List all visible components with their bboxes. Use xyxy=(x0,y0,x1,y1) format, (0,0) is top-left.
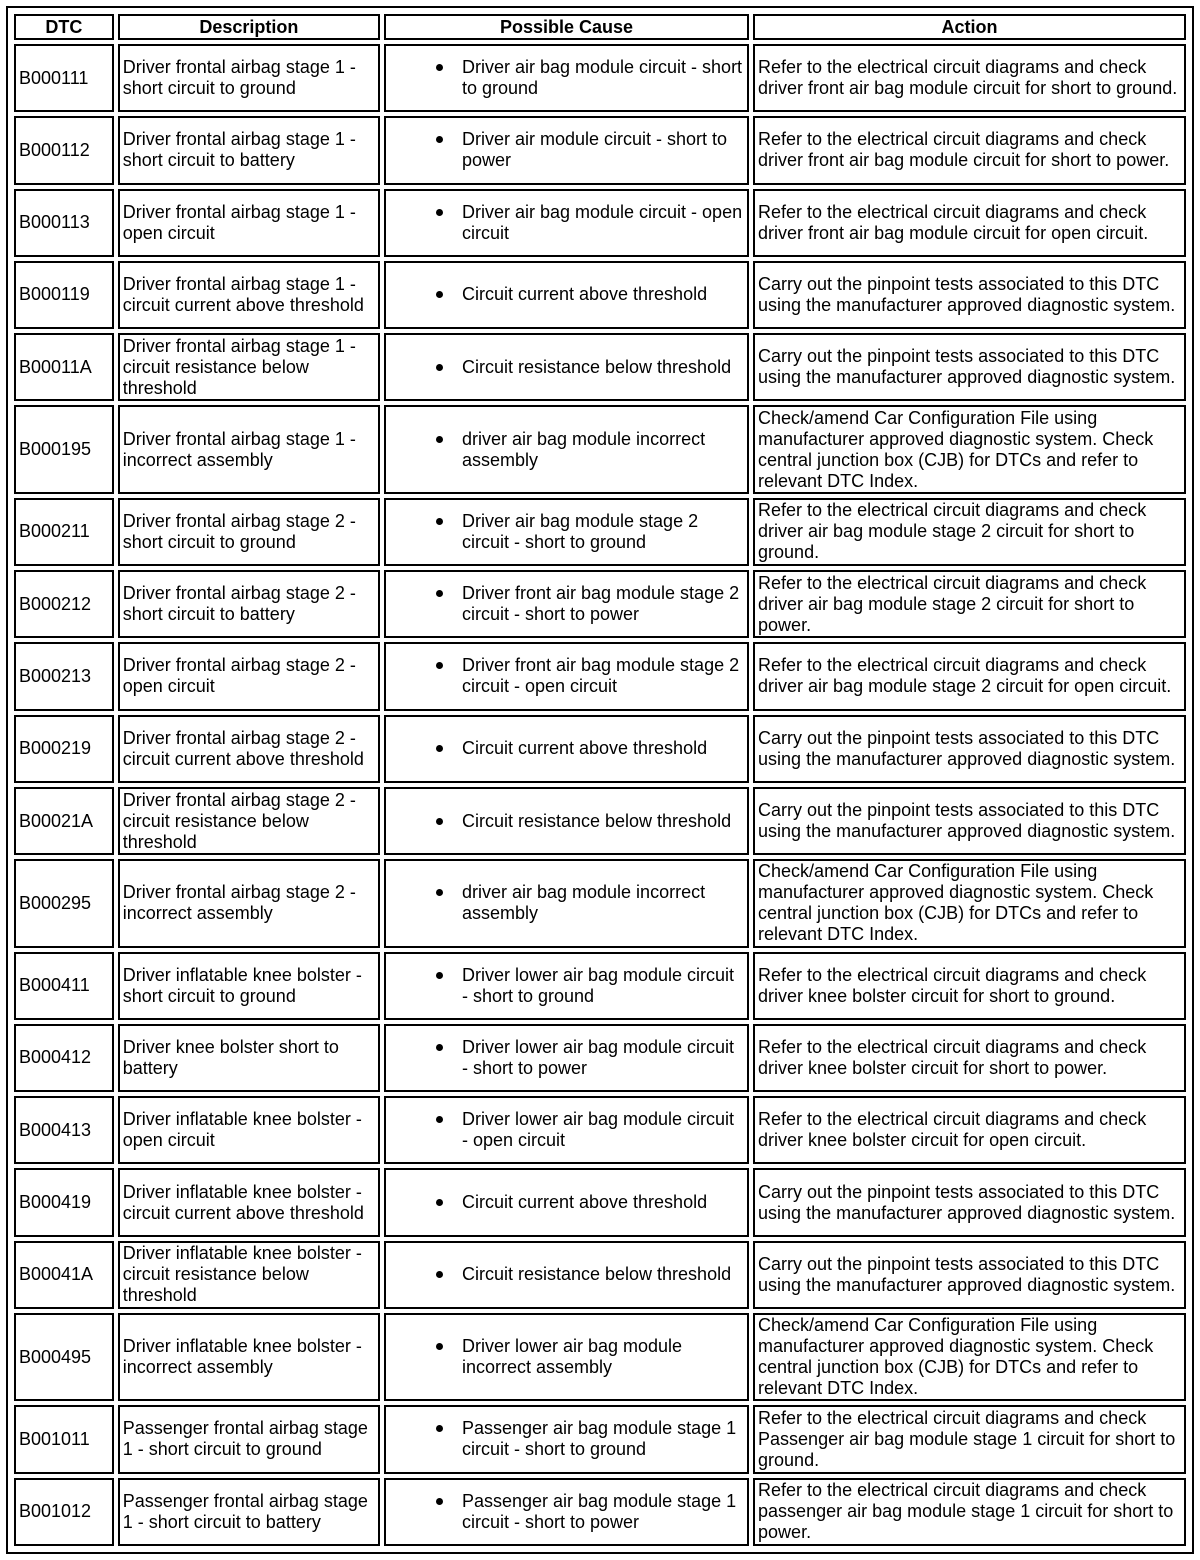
dtc-code: B000412 xyxy=(14,1024,114,1092)
cause-list xyxy=(389,57,744,99)
dtc-code: B000213 xyxy=(14,642,114,710)
dtc-description: Driver frontal airbag stage 2 - open circuit xyxy=(118,642,380,710)
cause-bullet-item: driver air bag module incorrect assembly xyxy=(462,429,744,471)
dtc-description: Driver inflatable knee bolster - short circuit to ground xyxy=(118,952,380,1020)
header-possible-cause: Possible Cause xyxy=(384,14,749,40)
table-row xyxy=(14,261,1186,329)
dtc-possible-cause xyxy=(384,498,749,566)
dtc-possible-cause xyxy=(384,787,749,855)
dtc-description: Driver frontal airbag stage 1 - open circuit xyxy=(118,189,380,257)
cause-list xyxy=(389,738,744,759)
dtc-action: Refer to the electrical circuit diagrams and check driver knee bolster circuit for short to power. xyxy=(753,1024,1186,1092)
table-row xyxy=(14,189,1186,257)
dtc-action: Carry out the pinpoint tests associated to this DTC using the manufacturer approved diagnostic system. xyxy=(753,1168,1186,1236)
table-row xyxy=(14,1405,1186,1473)
table-row xyxy=(14,1241,1186,1309)
dtc-possible-cause xyxy=(384,261,749,329)
cause-bullet-item: Driver lower air bag module incorrect assembly xyxy=(462,1336,744,1378)
dtc-description: Driver frontal airbag stage 2 - short circuit to battery xyxy=(118,570,380,638)
dtc-action: Carry out the pinpoint tests associated to this DTC using the manufacturer approved diagnostic system. xyxy=(753,715,1186,783)
dtc-description: Driver frontal airbag stage 1 - short circuit to ground xyxy=(118,44,380,112)
dtc-action: Refer to the electrical circuit diagrams and check Passenger air bag module stage 1 circuit for short to ground. xyxy=(753,1405,1186,1473)
dtc-action: Carry out the pinpoint tests associated to this DTC using the manufacturer approved diagnostic system. xyxy=(753,261,1186,329)
dtc-possible-cause xyxy=(384,333,749,401)
cause-bullet-item: Circuit current above threshold xyxy=(462,1192,744,1213)
dtc-action: Refer to the electrical circuit diagrams and check driver air bag module stage 2 circuit for short to ground. xyxy=(753,498,1186,566)
dtc-code: B000211 xyxy=(14,498,114,566)
dtc-possible-cause xyxy=(384,405,749,493)
cause-list xyxy=(389,811,744,832)
table-row xyxy=(14,405,1186,493)
dtc-possible-cause xyxy=(384,1405,749,1473)
dtc-action: Refer to the electrical circuit diagrams and check driver knee bolster circuit for short to ground. xyxy=(753,952,1186,1020)
dtc-code: B00041A xyxy=(14,1241,114,1309)
cause-list xyxy=(389,1418,744,1460)
table-row xyxy=(14,642,1186,710)
table-row xyxy=(14,1096,1186,1164)
cause-list xyxy=(389,1491,744,1533)
dtc-possible-cause xyxy=(384,1241,749,1309)
table-row xyxy=(14,570,1186,638)
table-body xyxy=(14,44,1186,1546)
header-description: Description xyxy=(118,14,380,40)
dtc-code: B000219 xyxy=(14,715,114,783)
dtc-action: Refer to the electrical circuit diagrams and check driver front air bag module circuit for short to power. xyxy=(753,116,1186,184)
table-row xyxy=(14,498,1186,566)
cause-bullet-item: Driver front air bag module stage 2 circuit - open circuit xyxy=(462,655,744,697)
dtc-code: B000212 xyxy=(14,570,114,638)
dtc-description: Driver inflatable knee bolster - circuit resistance below threshold xyxy=(118,1241,380,1309)
cause-list xyxy=(389,202,744,244)
dtc-possible-cause xyxy=(384,715,749,783)
cause-bullet-item: Driver air bag module circuit - short to ground xyxy=(461,57,743,99)
dtc-action: Refer to the electrical circuit diagrams and check driver air bag module stage 2 circuit for short to power. xyxy=(753,570,1186,638)
dtc-possible-cause xyxy=(384,116,749,184)
cause-list xyxy=(389,1192,744,1213)
dtc-action: Refer to the electrical circuit diagrams and check driver front air bag module circuit for open circuit. xyxy=(753,189,1186,257)
cause-bullet-item: driver air bag module incorrect assembly xyxy=(462,882,744,924)
cause-list xyxy=(389,1037,744,1079)
dtc-possible-cause xyxy=(384,1478,749,1546)
dtc-action: Carry out the pinpoint tests associated to this DTC using the manufacturer approved diagnostic system. xyxy=(753,333,1186,401)
dtc-code: B000419 xyxy=(14,1168,114,1236)
cause-bullet-item: Driver front air bag module stage 2 circuit - short to power xyxy=(462,583,744,625)
dtc-code: B000112 xyxy=(14,116,114,184)
table-row xyxy=(14,787,1186,855)
header-action: Action xyxy=(753,14,1186,40)
cause-bullet-item: Driver lower air bag module circuit - short to ground xyxy=(462,965,744,1007)
dtc-possible-cause xyxy=(384,1096,749,1164)
dtc-possible-cause xyxy=(384,859,749,947)
cause-list xyxy=(389,583,744,625)
table-row xyxy=(14,1168,1186,1236)
cause-list xyxy=(389,1109,744,1151)
dtc-description: Driver frontal airbag stage 2 - circuit resistance below threshold xyxy=(118,787,380,855)
dtc-possible-cause xyxy=(384,1313,749,1401)
dtc-action: Check/amend Car Configuration File using manufacturer approved diagnostic system. Check central junction box (CJB) for DTCs and refer to relevant DTC Index. xyxy=(753,859,1186,947)
table-row xyxy=(14,1478,1186,1546)
table-row xyxy=(14,715,1186,783)
table-row xyxy=(14,116,1186,184)
dtc-code: B000195 xyxy=(14,405,114,493)
table-row xyxy=(14,1313,1186,1401)
cause-bullet-item: Driver air bag module stage 2 circuit - short to ground xyxy=(462,511,744,553)
cause-bullet-item: Circuit resistance below threshold xyxy=(462,1264,744,1285)
cause-list xyxy=(389,511,744,553)
cause-list xyxy=(389,429,744,471)
dtc-action: Carry out the pinpoint tests associated to this DTC using the manufacturer approved diagnostic system. xyxy=(753,1241,1186,1309)
dtc-action: Check/amend Car Configuration File using manufacturer approved diagnostic system. Check central junction box (CJB) for DTCs and refer to relevant DTC Index. xyxy=(753,1313,1186,1401)
dtc-description: Driver frontal airbag stage 1 - circuit resistance below threshold xyxy=(118,333,380,401)
header-row xyxy=(14,14,1186,40)
dtc-description: Driver frontal airbag stage 1 - incorrect assembly xyxy=(118,405,380,493)
dtc-description: Driver inflatable knee bolster - circuit current above threshold xyxy=(118,1168,380,1236)
dtc-code: B000495 xyxy=(14,1313,114,1401)
dtc-table xyxy=(10,10,1190,1550)
dtc-possible-cause xyxy=(384,1024,749,1092)
dtc-action: Refer to the electrical circuit diagrams and check driver knee bolster circuit for open circuit. xyxy=(753,1096,1186,1164)
cause-bullet-item: Driver lower air bag module circuit - short to power xyxy=(462,1037,744,1079)
cause-bullet-item: Circuit resistance below threshold xyxy=(462,811,744,832)
table-row xyxy=(14,859,1186,947)
dtc-description: Passenger frontal airbag stage 1 - short circuit to ground xyxy=(118,1405,380,1473)
cause-bullet-item: Circuit resistance below threshold xyxy=(462,357,744,378)
dtc-possible-cause xyxy=(384,952,749,1020)
cause-list xyxy=(389,284,744,305)
dtc-description: Driver inflatable knee bolster - open circuit xyxy=(118,1096,380,1164)
dtc-code: B000111 xyxy=(14,44,114,112)
dtc-action: Refer to the electrical circuit diagrams and check driver front air bag module circuit for short to ground. xyxy=(753,44,1186,112)
cause-list xyxy=(389,1264,744,1285)
dtc-possible-cause xyxy=(384,642,749,710)
dtc-code: B000413 xyxy=(14,1096,114,1164)
dtc-code: B000113 xyxy=(14,189,114,257)
dtc-possible-cause xyxy=(384,570,749,638)
header-dtc: DTC xyxy=(14,14,114,40)
dtc-action: Refer to the electrical circuit diagrams and check passenger air bag module stage 1 circuit for short to power. xyxy=(753,1478,1186,1546)
cause-bullet-item: Passenger air bag module stage 1 circuit - short to ground xyxy=(462,1418,744,1460)
dtc-code: B000295 xyxy=(14,859,114,947)
table-row xyxy=(14,44,1186,112)
cause-list xyxy=(389,882,744,924)
dtc-description: Driver frontal airbag stage 1 - circuit current above threshold xyxy=(118,261,380,329)
dtc-description: Driver inflatable knee bolster - incorrect assembly xyxy=(118,1313,380,1401)
cause-list xyxy=(389,357,744,378)
dtc-description: Driver frontal airbag stage 2 - circuit current above threshold xyxy=(118,715,380,783)
table-row xyxy=(14,1024,1186,1092)
cause-bullet-item: Circuit current above threshold xyxy=(462,738,744,759)
table-row xyxy=(14,333,1186,401)
dtc-action: Carry out the pinpoint tests associated to this DTC using the manufacturer approved diagnostic system. xyxy=(753,787,1186,855)
dtc-code: B00011A xyxy=(14,333,114,401)
cause-bullet-item: Driver air bag module circuit - open circuit xyxy=(461,201,743,243)
dtc-possible-cause xyxy=(384,189,749,257)
dtc-description: Passenger frontal airbag stage 1 - short circuit to battery xyxy=(118,1478,380,1546)
dtc-description: Driver knee bolster short to battery xyxy=(118,1024,380,1092)
cause-bullet-item: Passenger air bag module stage 1 circuit - short to power xyxy=(462,1491,744,1533)
cause-list xyxy=(389,655,744,697)
dtc-possible-cause xyxy=(384,44,749,112)
dtc-description: Driver frontal airbag stage 2 - short circuit to ground xyxy=(118,498,380,566)
cause-list xyxy=(389,965,744,1007)
dtc-action: Refer to the electrical circuit diagrams and check driver air bag module stage 2 circuit for open circuit. xyxy=(753,642,1186,710)
table-row xyxy=(14,952,1186,1020)
dtc-code: B00021A xyxy=(14,787,114,855)
cause-bullet-item: Driver air module circuit - short to power xyxy=(462,129,744,171)
dtc-code: B001011 xyxy=(14,1405,114,1473)
cause-list xyxy=(389,129,744,171)
dtc-possible-cause xyxy=(384,1168,749,1236)
dtc-description: Driver frontal airbag stage 1 - short circuit to battery xyxy=(118,116,380,184)
dtc-action: Check/amend Car Configuration File using manufacturer approved diagnostic system. Check central junction box (CJB) for DTCs and refer to relevant DTC Index. xyxy=(753,405,1186,493)
cause-bullet-item: Circuit current above threshold xyxy=(462,284,744,305)
dtc-code: B000411 xyxy=(14,952,114,1020)
cause-list xyxy=(389,1336,744,1378)
cause-bullet-item: Driver lower air bag module circuit - open circuit xyxy=(462,1109,744,1151)
dtc-description: Driver frontal airbag stage 2 - incorrect assembly xyxy=(118,859,380,947)
dtc-code: B000119 xyxy=(14,261,114,329)
dtc-code: B001012 xyxy=(14,1478,114,1546)
